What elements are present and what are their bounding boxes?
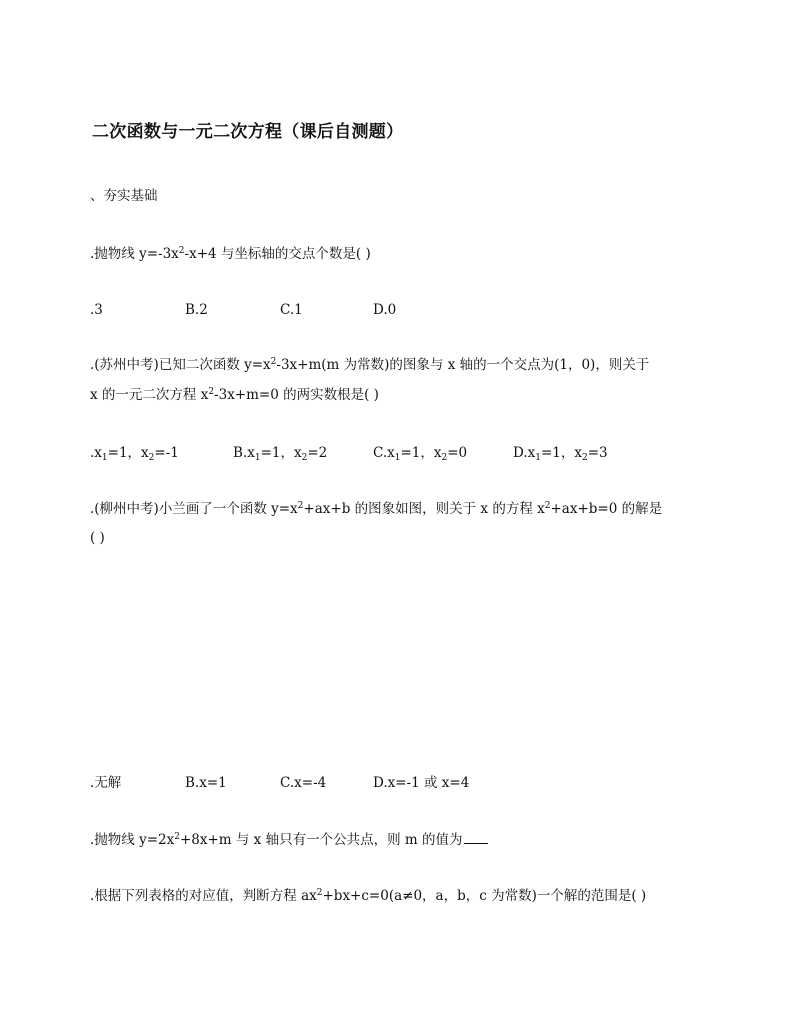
q1-option-a: .3 bbox=[90, 302, 103, 318]
q3-option-d: D.x=-1 或 x=4 bbox=[373, 775, 470, 791]
page-title: 二次函数与一元二次方程（课后自测题） bbox=[92, 122, 404, 142]
q3-option-b: B.x=1 bbox=[185, 775, 227, 791]
q1-stem-pre: .抛物线 y=-3x bbox=[90, 246, 179, 262]
question-3-line-2: ( ) bbox=[90, 530, 105, 546]
q4-exponent: 2 bbox=[174, 832, 180, 842]
q2-line1-post: -3x+m(m 为常数)的图象与 x 轴的一个交点为(1，0)，则关于 bbox=[276, 357, 650, 373]
q2-option-d: $D.x_1=1$，$x_2=3$ bbox=[513, 445, 608, 463]
answer-blank bbox=[464, 831, 488, 844]
section-heading: 、夯实基础 bbox=[90, 188, 158, 204]
q1-stem-post: -x+4 与坐标轴的交点个数是( ) bbox=[184, 246, 371, 262]
q2-exponent-2: 2 bbox=[208, 387, 215, 397]
question-2-line-2 bbox=[90, 385, 379, 405]
q3-option-a: .无解 bbox=[90, 775, 122, 791]
q2-line2-pre: x 的一元二次方程 x bbox=[90, 387, 209, 403]
q2-option-c: $C.x_1=1$，$x_2=0$ bbox=[373, 445, 468, 463]
question-2-line-1 bbox=[90, 355, 649, 375]
question-3-line-1: .(柳州中考)小兰画了一个函数 $y=x^2+ax+b$ 的图象如图，则关于 x 的方程 $x^2+ax+b=0$ 的解是 bbox=[90, 501, 663, 517]
q1-option-d: D.0 bbox=[373, 302, 397, 318]
question-4: .抛物线 $y=2x^2+8x+m$ 与 x 轴只有一个公共点，则 m 的值为 bbox=[90, 830, 488, 850]
q2-option-b: $B.x_1=1$，$x_2=2$ bbox=[233, 445, 328, 463]
q5-exponent: 2 bbox=[316, 888, 323, 898]
q2-line1-pre: .(苏州中考)已知二次函数 y=x bbox=[90, 357, 271, 373]
q2-exponent-1: 2 bbox=[270, 357, 277, 367]
q1-exponent: 2 bbox=[178, 246, 185, 256]
q2-option-a: $.x_1=1$，$x_2=-1$ bbox=[90, 445, 179, 463]
q3-exponent-2: 2 bbox=[544, 501, 551, 511]
question-1-stem bbox=[90, 244, 371, 264]
question-5: .根据下列表格的对应值，判断方程 $ax^2+bx+c=0(a\ne 0$，a，b，c 为常数)一个解的范围是( ) bbox=[90, 888, 647, 904]
q1-option-b: B.2 bbox=[185, 302, 208, 318]
q1-option-c: C.1 bbox=[280, 302, 303, 318]
q2-line2-post: -3x+m=0 的两实数根是( ) bbox=[214, 387, 379, 403]
q3-exponent-1: 2 bbox=[297, 501, 304, 511]
q3-option-c: C.x=-4 bbox=[280, 775, 327, 791]
